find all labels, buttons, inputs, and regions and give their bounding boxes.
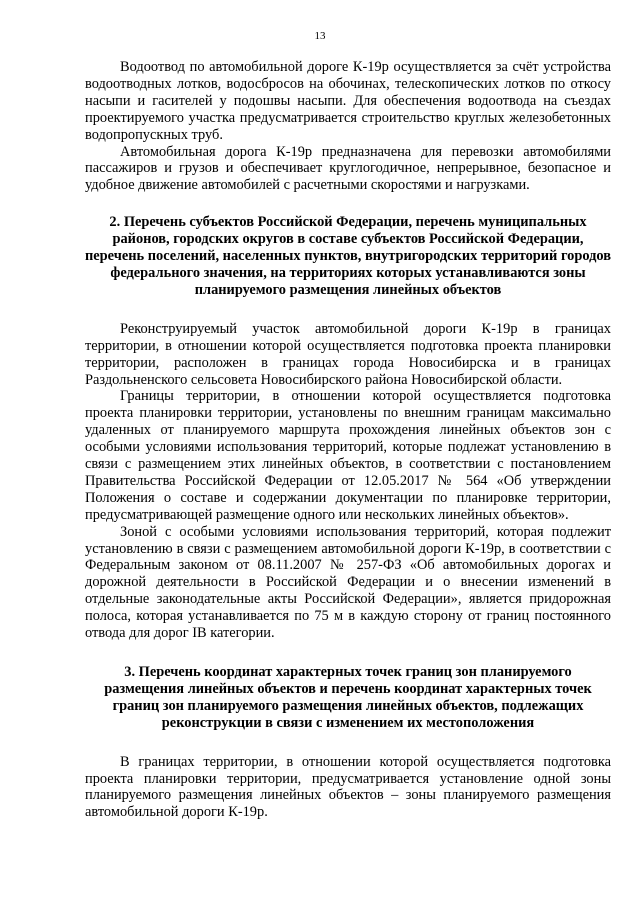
section-2-heading: 2. Перечень субъектов Российской Федерации, перечень муниципальных районов, городских округов в составе субъектов Российской Федерации, перечень поселений, населенных пунктов, внутригородских территорий городов федерального значения, на территориях которых устанавливаются зоны планируемого размещения линейных объектов bbox=[85, 214, 611, 298]
paragraph-road-purpose: Автомобильная дорога К-19р предназначена для перевозки автомобилями пассажиров и грузов и обеспечивает круглогодичное, непрерывное, безопасное и удобное движение автомобилей с расчетными скоростями и нагрузками. bbox=[85, 143, 611, 194]
section-3-heading: 3. Перечень координат характерных точек границ зон планируемого размещения линейных объектов и перечень координат характерных точек границ зон планируемого размещения линейных объектов, подлежащих реконструкции в связи с изменением их местоположения bbox=[104, 664, 592, 731]
paragraph-drainage: Водоотвод по автомобильной дороге К-19р осуществляется за счёт устройства водоотводных лотков, водосбросов на обочинах, телескопических лотков по откосу насыпи и гасителей у подошвы насыпи. Для обеспечения водоотвода на съездах проектируемого участка предусматривается строительство круглых железобетонных водопропускных труб. bbox=[85, 59, 611, 143]
page-number: 13 bbox=[314, 30, 326, 42]
paragraph-territory-boundaries: Границы территории, в отношении которой осуществляется подготовка проекта планировки территории, установлены по внешним границам максимально удаленных от планируемого маршрута прохождения линейных объектов зон с особыми условиями использования территорий, которые подлежат установлению в связи с размещением этих линейных объектов, в соответствии с постановлением Правительства Российской Федерации от 12.05.2017 № 564 «Об утверждении Положения о составе и содержании документации по планировке территории, предусматривающей размещение одного или нескольких линейных объектов». bbox=[85, 388, 611, 523]
paragraph-reconstructed-section: Реконструируемый участок автомобильной дороги К-19р в границах территории, в отношении которой осуществляется подготовка проекта планировки территории, расположен в границах города Новосибирска и в границах Раздольненского сельсовета Новосибирского района Новосибирской области. bbox=[85, 320, 611, 388]
paragraph-special-zone: Зоной с особыми условиями использования территорий, которая подлежит установлению в связи с размещением автомобильной дороги К-19р, в соответствии с Федеральным законом от 08.11.2007 № 257-ФЗ «Об автомобильных дорогах и дорожной деятельности в Российской Федерации и о внесении изменений в отдельные законодательные акты Российской Федерации», является придорожная полоса, которая устанавливается по 75 м в каждую сторону от границ постоянного отвода для дорог IВ категории. bbox=[85, 523, 611, 642]
paragraph-planned-zone: В границах территории, в отношении которой осуществляется подготовка проекта планировки территории, предусматривается установление одной зоны планируемого размещения линейных объектов – зоны планируемого размещения автомобильной дороги К-19р. bbox=[85, 753, 611, 821]
document-body bbox=[85, 59, 611, 821]
